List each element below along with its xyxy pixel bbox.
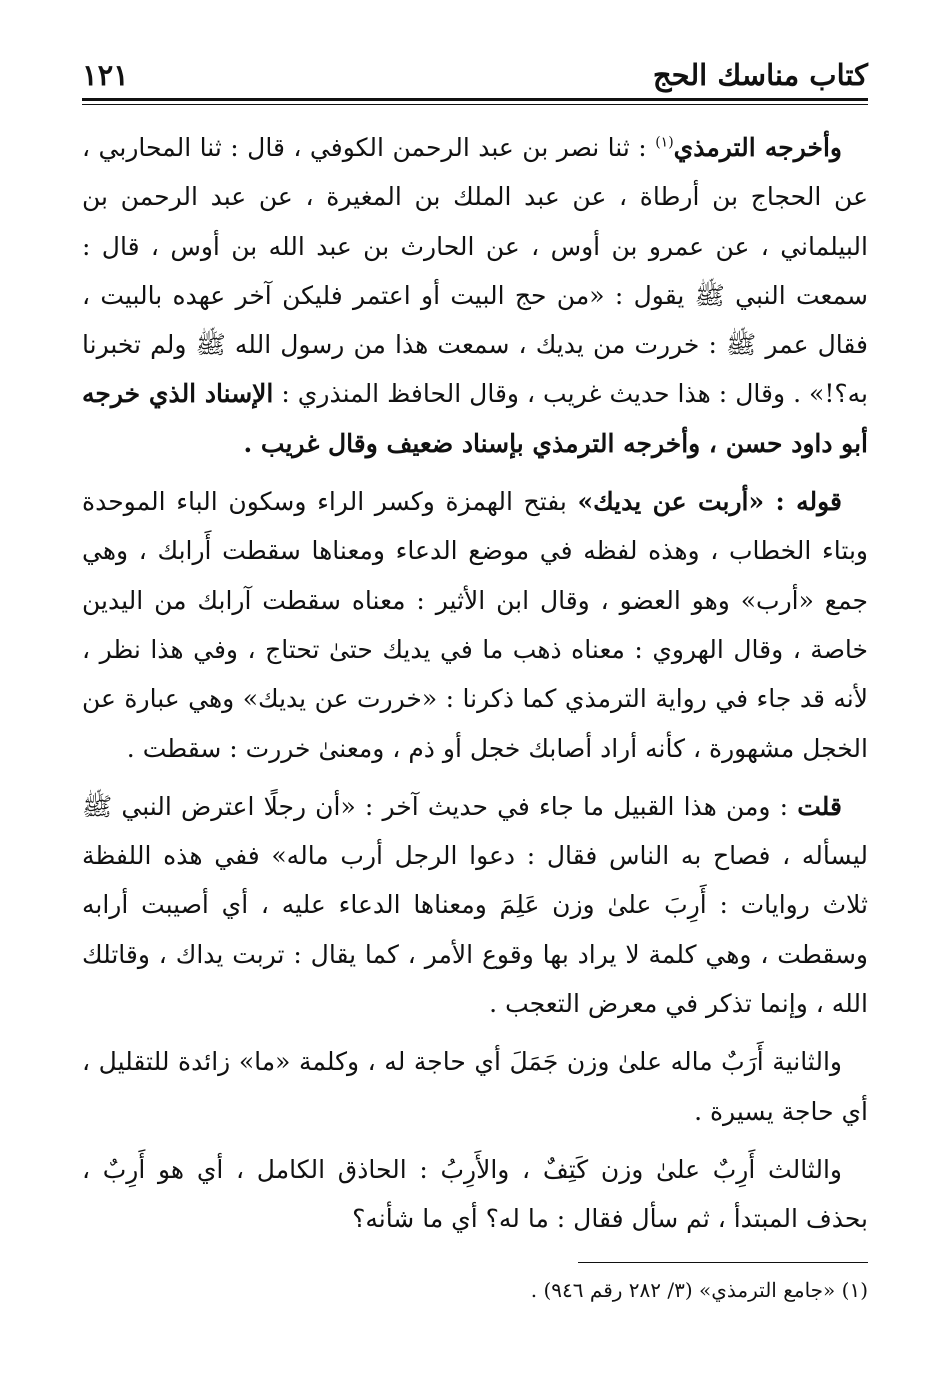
paragraph-5 bbox=[82, 1145, 868, 1244]
paragraph-5-text: والثالث أَرِبٌ علىٰ وزن كَتِفٌ ، والأَرِبُ : الحاذق الكامل ، أي هو أَرِبٌ ، بحذف المبتدأ ، ثم سأل فقال : ما له؟ أي ما شأنه؟ bbox=[82, 1154, 868, 1234]
page-header bbox=[82, 40, 868, 96]
paragraph-4-text: والثانية أَرَبٌ ماله علىٰ وزن جَمَلَ أي حاجة له ، وكلمة «ما» زائدة للتقليل ، أي حاجة يسيرة . bbox=[82, 1047, 868, 1126]
header-rule-thin bbox=[82, 104, 868, 105]
paragraph-1-tail: الإسناد الذي خرجه أبو داود حسن ، وأخرجه الترمذي بإسناد ضعيف وقال غريب . bbox=[82, 379, 868, 458]
document-page bbox=[82, 40, 868, 1305]
paragraph-3 bbox=[82, 782, 868, 1028]
paragraph-1-text: : ثنا نصر بن عبد الرحمن الكوفي ، قال : ثنا المحاربي ، عن الحجاج بن أرطاة ، عن عبد الملك بن المغيرة ، عن عبد الرحمن بن البيلماني ، عن عمرو بن أوس ، عن الحارث بن عبد الله بن أوس ، قال : سمعت النبي ﷺ يقول : «من حج البيت أو اعتمر فليكن آخر عهده بالبيت ، فقال عمر ﷺ : خررت من يديك ، سمعت هذا من رسول الله ﷺ ولم تخبرنا به؟!» . وقال : هذا حديث غريب ، وقال الحافظ المنذري : bbox=[82, 133, 868, 409]
page-number: ١٢١ bbox=[82, 58, 129, 92]
footnote-separator bbox=[578, 1262, 868, 1263]
paragraph-2 bbox=[82, 477, 868, 773]
paragraph-2-text: بفتح الهمزة وكسر الراء وسكون الباء الموحدة وبتاء الخطاب ، وهذه لفظه في موضع الدعاء ومعناها سقطت أَرابك ، وهي جمع «أرب» وهو العضو ، وقال ابن الأثير : معناه سقطت آرابك من اليدين خاصة ، وقال الهروي : معناه ذهب ما في يديك حتىٰ تحتاج ، وفي هذا نظر ، لأنه قد جاء في رواية الترمذي كما ذكرنا : «خررت عن يديك» وهي عبارة عن الخجل مشهورة ، كأنه أراد أصابك خجل أو ذم ، ومعنىٰ خررت : سقطت . bbox=[82, 487, 868, 763]
paragraph-2-lead: قوله : «أربت عن يديك» bbox=[577, 487, 842, 517]
paragraph-3-lead: قلت bbox=[797, 791, 842, 821]
header-rule-thick bbox=[82, 98, 868, 101]
footnote-reference: (١) bbox=[655, 134, 674, 151]
paragraph-1-lead: وأخرجه الترمذي bbox=[673, 133, 842, 162]
paragraph-4 bbox=[82, 1037, 868, 1136]
chapter-title: كتاب مناسك الحج bbox=[652, 58, 868, 92]
paragraph-3-text: : ومن هذا القبيل ما جاء في حديث آخر : «أن رجلًا اعترض النبي ﷺ ليسأله ، فصاح به الناس فقال : دعوا الرجل أرب ماله» ففي هذه اللفظة ثلاث روايات : أَرِبَ علىٰ وزن عَلِمَ ومعناها الدعاء عليه ، أي أصيبت أرابه وسقطت ، وهي كلمة لا يراد بها وقوع الأمر ، كما يقال : تربت يداك ، وقاتلك الله ، وإنما تذكر في معرض التعجب . bbox=[82, 791, 868, 1019]
footnote: (١) «جامع الترمذي» (٣/ ٢٨٢ رقم ٩٤٦) . bbox=[530, 1277, 868, 1302]
page-body bbox=[82, 123, 868, 1244]
paragraph-1 bbox=[82, 123, 868, 468]
